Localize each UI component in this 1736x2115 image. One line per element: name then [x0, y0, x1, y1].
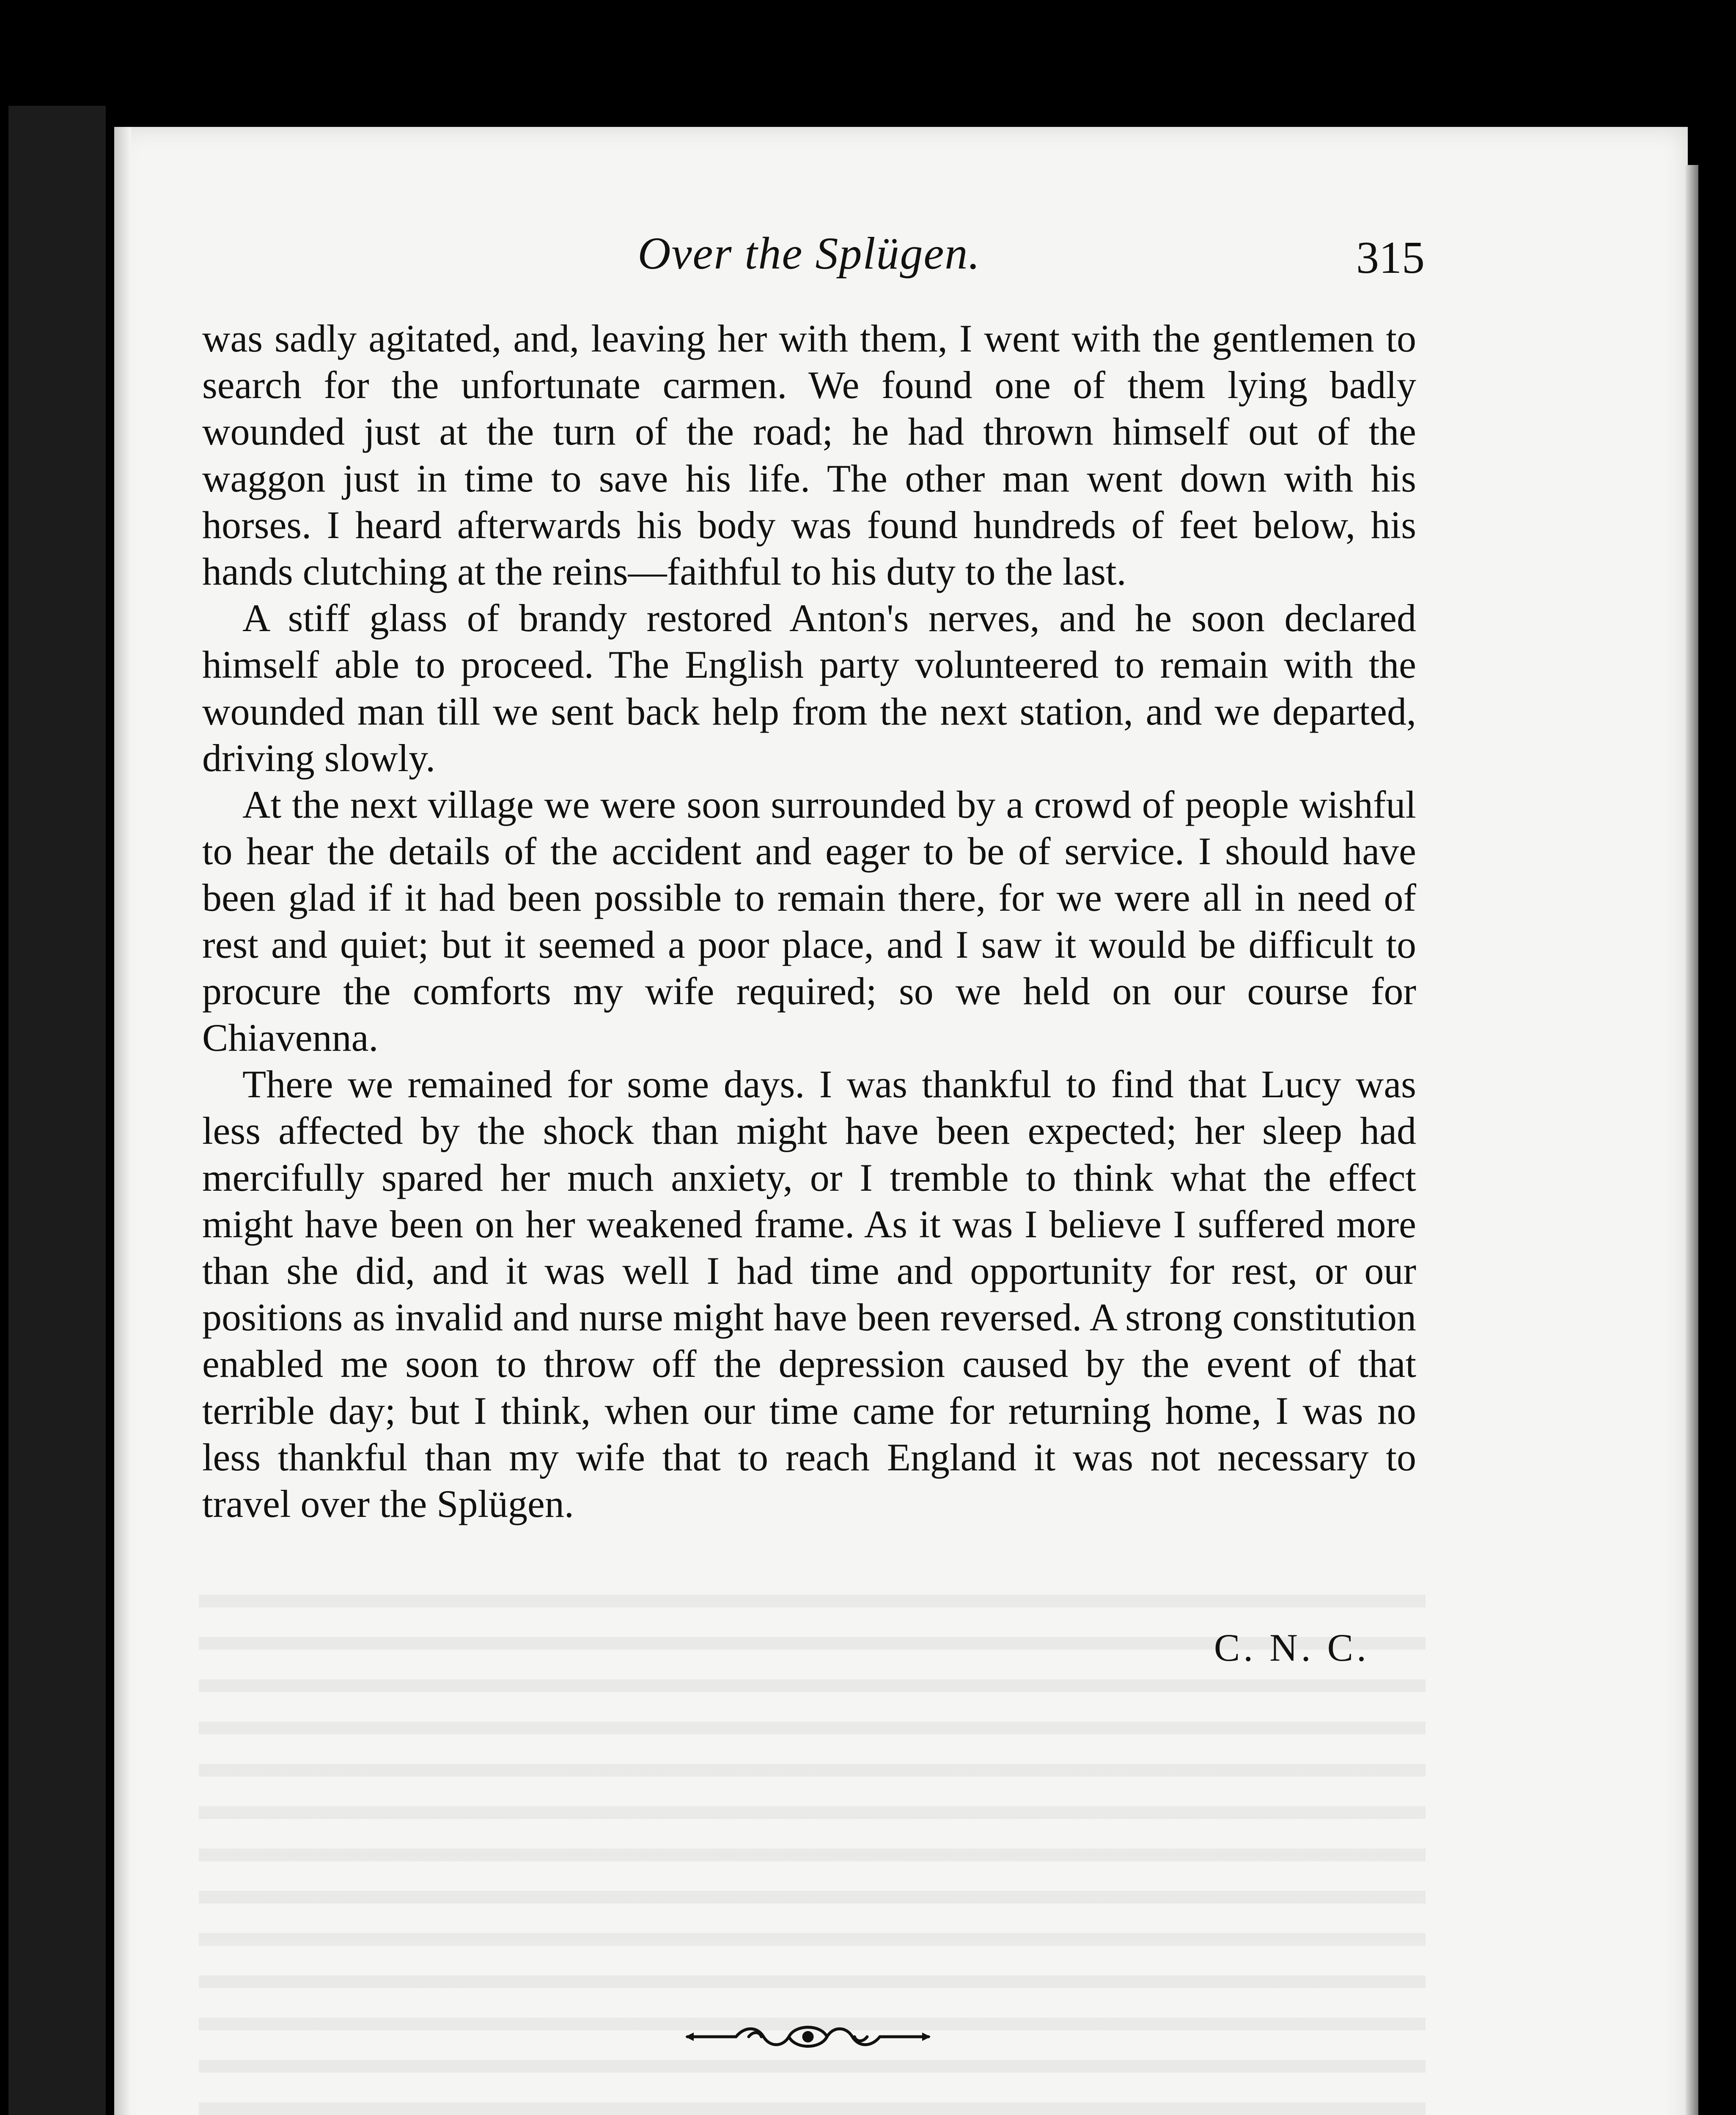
running-title: Over the Splügen. — [637, 228, 981, 279]
page-stack-edge — [1686, 165, 1698, 2115]
page-header — [202, 220, 1425, 288]
author-signature: C. N. C. — [1214, 1626, 1370, 1669]
book-spine-edge — [8, 106, 106, 2115]
paragraph-1: was sadly agitated, and, leaving her with them, I went with the gentlemen to search for the unfortunate carmen. We found one of them lying badly wounded just at the turn of the road; he had thrown himself out of the waggon just in time to save his life. The other man went down with his horses. I heard afterwards his body was found hundreds of feet below, his hands clutching at the reins—faithful to his duty to the last. — [202, 317, 1416, 593]
body-text — [202, 315, 1416, 1527]
page-number: 315 — [1356, 233, 1425, 283]
paragraph-2: A stiff glass of brandy restored Anton's nerves, and he soon declared himself able to proceed. The English party volunteered to remain with the wounded man till we sent back help from the next station, and we departed, driving slowly. — [202, 596, 1416, 780]
paragraph-3: At the next village we were soon surrounded by a crowd of people wishful to hear the details of the accident and eager to be of service. I should have been glad if it had been possible to remain there, for we were all in need of rest and quiet; but it seemed a poor place, and I saw it would be difficult to procure the comforts my wife required; so we held on our course for Chiavenna. — [202, 783, 1416, 1060]
scroll-ornament-icon — [685, 2022, 931, 2052]
paragraph-4: There we remained for some days. I was thankful to find that Lucy was less affected by the shock than might have been expected; her sleep had mercifully spared her much anxiety, or I tremble to think what the effect might have been on her weakened frame. As it was I believe I suffered more than she did, and it was well I had time and opportunity for rest, or our positions as invalid and nurse might have been reversed. A strong constitution enabled me soon to throw off the depression caused by the event of that terrible day; but I think, when our time came for returning home, I was no less thankful than my wife that to reach England it was not necessary to travel over the Splügen. — [202, 1063, 1416, 1526]
page-gutter-shadow — [114, 127, 131, 2115]
